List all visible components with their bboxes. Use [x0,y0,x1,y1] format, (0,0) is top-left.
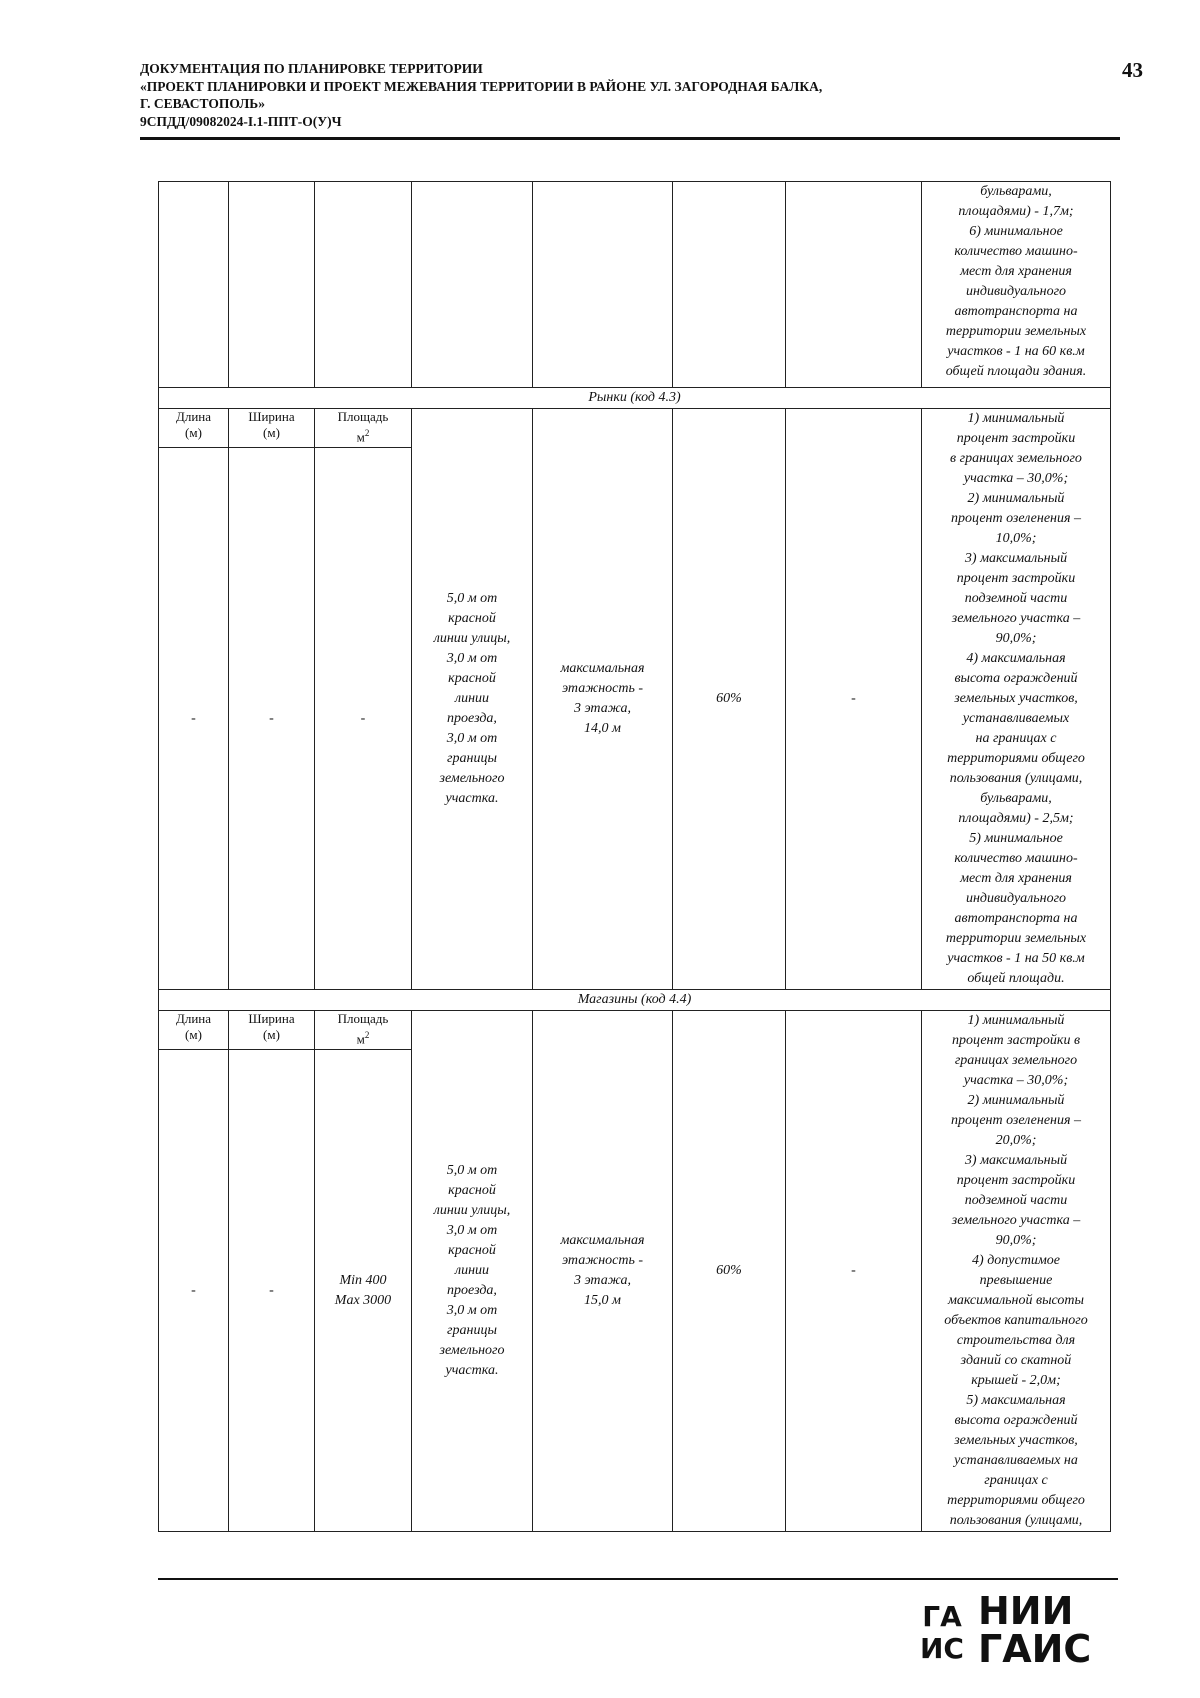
cell-empty [412,182,533,388]
regulations-table [158,181,1111,1532]
area-value: - [315,448,412,990]
page-number: 43 [1122,58,1143,82]
area-value: Min 400 Max 3000 [315,1050,412,1532]
header-title-line-2: «ПРОЕКТ ПЛАНИРОВКИ И ПРОЕКТ МЕЖЕВАНИЯ ТЕРРИТОРИИ В РАЙОНЕ УЛ. ЗАГОРОДНАЯ БАЛКА, [140,78,823,94]
floors-cell: максимальная этажность - 3 этажа, 15,0 м [533,1011,673,1532]
coverage-cell: 60% [673,409,786,990]
svg-text:ГА: ГА [922,1600,962,1633]
param-line: автотранспорта на [954,304,1078,319]
section-title: Рынки (код 4.3) [159,388,1111,409]
document-code: 9СПДД/09082024-I.1-ППТ-О(У)Ч [140,113,342,129]
param-line: площадями) - 1,7м; [958,204,1074,219]
section-header-row [159,409,1111,448]
column-area-header: Площадь $м^2$ [315,1011,412,1050]
width-value: - [229,448,315,990]
document-header [140,60,1140,130]
cell-empty [229,182,315,388]
cell-empty [159,182,229,388]
logo-line-1: НИИ [978,1589,1074,1633]
section-title-row [159,388,1111,409]
floors-cell: максимальная этажность - 3 этажа, 14,0 м [533,409,673,990]
params-cell: 1) минимальный процент застройки в границах земельного участка – 30,0%; 2) минимальный процент озеленения – 10,0%; 3) максимальный процент застройки подземной части земельного участка – 90,0%; 4) максимальная высота ограждений земельных участков, устанавливаемых на границах с территориями общего пользования (улицами, бульварами, площадями) - 2,5м; 5) минимальное количество машино- мест для хранения индивидуального автотранспорта на территории земельных участков - 1 на 50 кв.м общей площади. [922,409,1111,990]
logo-text [978,1589,1092,1671]
param-line: бульварами, [980,184,1052,199]
logo-mark-icon [916,1594,968,1664]
nii-gais-logo [916,1589,1116,1672]
width-value: - [229,1050,315,1532]
param-line: территории земельных [945,324,1087,339]
length-value: - [159,448,229,990]
other-cell: - [786,409,922,990]
header-rule [140,137,1120,140]
section-header-row [159,1011,1111,1050]
cell-empty [315,182,412,388]
coverage-cell: 60% [673,1011,786,1532]
other-cell: - [786,1011,922,1532]
param-line: индивидуального [965,284,1067,299]
footer-rule [158,1578,1118,1580]
column-width-header: Ширина (м) [229,409,315,448]
params-cell: 1) минимальный процент застройки в границах земельного участка – 30,0%; 2) минимальный процент озеленения – 20,0%; 3) максимальный процент застройки подземной части земельного участка – 90,0%; 4) допустимое превышение максимальной высоты объектов капитального строительства для зданий со скатной крышей - 2,0м; 5) максимальная высота ограждений земельных участков, устанавливаемых на границах с территориями общего пользования (улицами, [922,1011,1111,1532]
section-title-row [159,990,1111,1011]
cell-empty [786,182,922,388]
header-title-line-3: Г. СЕВАСТОПОЛЬ» [140,96,265,111]
param-line: мест для хранения [960,264,1072,279]
param-line: 6) минимальное [969,224,1063,239]
carry-over-row [159,182,1111,388]
cell-empty [673,182,786,388]
column-length-header: Длина (м) [159,409,229,448]
carry-over-params [922,182,1111,388]
cell-empty [533,182,673,388]
column-area-header: Площадь $м^2$ [315,409,412,448]
setbacks-cell: 5,0 м от красной линии улицы, 3,0 м от красной линии проезда, 3,0 м от границы земельного участка. [412,1011,533,1532]
param-line: общей площади здания. [945,364,1087,379]
column-length-header: Длина (м) [159,1011,229,1050]
column-width-header: Ширина (м) [229,1011,315,1050]
setbacks-cell: 5,0 м от красной линии улицы, 3,0 м от красной линии проезда, 3,0 м от границы земельного участка. [412,409,533,990]
header-title-line-1: ДОКУМЕНТАЦИЯ ПО ПЛАНИРОВКЕ ТЕРРИТОРИИ [140,61,483,76]
param-line: количество машино- [954,244,1078,259]
logo-line-2: ГАИС [978,1627,1092,1671]
param-line: участков - 1 на 60 кв.м [947,344,1085,359]
svg-text:ИС: ИС [920,1632,964,1664]
length-value: - [159,1050,229,1532]
section-title: Магазины (код 4.4) [159,990,1111,1011]
